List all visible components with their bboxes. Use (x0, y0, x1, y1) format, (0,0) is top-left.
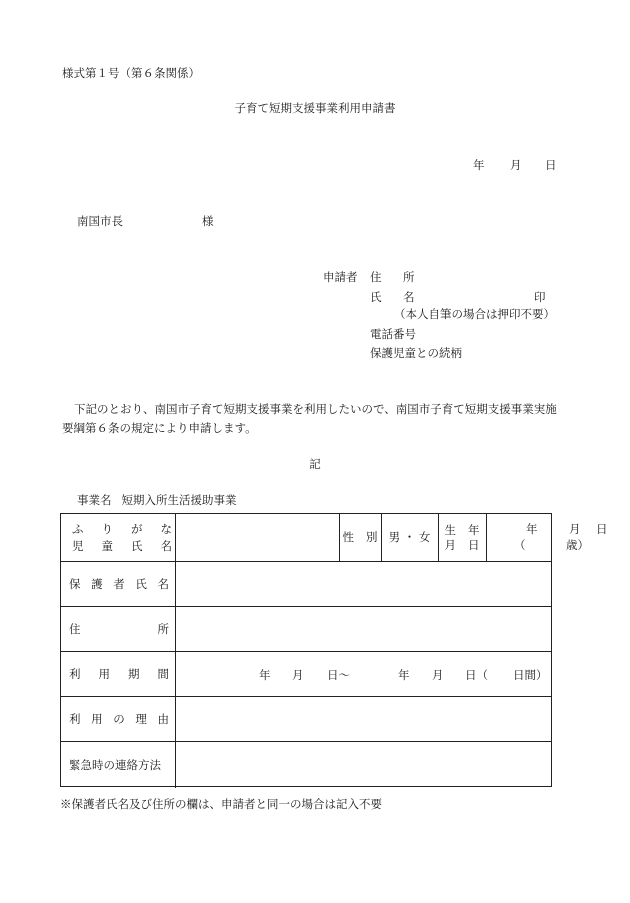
table-row-address (61, 606, 551, 651)
age-value: （ 歳） (514, 537, 589, 552)
birthdate-field[interactable] (486, 514, 608, 561)
guardian-name-label: 保 護 者 氏 名 (69, 576, 169, 591)
child-name-label (61, 514, 175, 561)
date-year: 年 (473, 158, 485, 172)
applicant-name-label-a: 氏 (370, 290, 382, 304)
table-row-reason (61, 696, 551, 741)
applicant-relation-label: 保護児童との続柄 (370, 346, 462, 360)
note-heading: 記 (309, 457, 321, 471)
gender-options[interactable]: 男 ・ 女 (388, 530, 431, 545)
period-field[interactable]: 年 月 日〜 年 月 日（ 日間） (259, 668, 548, 682)
table-row-guardian (61, 561, 551, 606)
child-name-field[interactable] (175, 514, 339, 561)
body-paragraph (62, 400, 574, 438)
document-title: 子育て短期支援事業利用申請書 (234, 101, 396, 115)
reason-label: 利 用 の 理 由 (69, 711, 169, 726)
applicant-name-label-b: 名 (403, 290, 415, 304)
gender-label: 性 別 (342, 530, 378, 545)
seal-note: （本人自筆の場合は押印不要） (394, 307, 555, 321)
birthdate-value: 年 月 日 (526, 521, 608, 536)
footer-note: ※保護者氏名及び住所の欄は、申請者と同一の場合は記入不要 (60, 797, 382, 811)
seal-mark: 印 (534, 290, 546, 304)
addressee-suffix: 様 (202, 214, 214, 228)
date-month: 月 (510, 158, 522, 172)
emergency-contact-field[interactable] (175, 742, 553, 788)
applicant-phone-label: 電話番号 (370, 327, 416, 341)
table-row-child (61, 514, 608, 561)
form-code: 様式第１号（第６条関係） (62, 66, 200, 80)
child-name-label-text: 児 童 氏 名 (72, 538, 172, 553)
table-row-emergency (61, 741, 551, 788)
addressee-name: 南国市長 (77, 214, 123, 228)
date-day: 日 (545, 158, 557, 172)
application-table (60, 513, 608, 787)
applicant-address-label-b: 所 (403, 270, 415, 284)
applicant-role: 申請者 (323, 270, 358, 284)
table-row-period (61, 651, 551, 696)
furigana-label: ふ り が な (72, 521, 172, 536)
project-value: 短期入所生活援助事業 (121, 493, 237, 507)
project-label: 事業名 (77, 493, 112, 507)
emergency-contact-label: 緊急時の連絡方法 (69, 757, 161, 772)
guardian-name-field[interactable] (175, 562, 553, 606)
address-field[interactable] (175, 607, 553, 651)
body-line-2: 要綱第６条の規定により申請します。 (62, 421, 257, 435)
body-line-1: 下記のとおり、南国市子育て短期支援事業を利用したいので、南国市子育て短期支援事業実施 (74, 402, 557, 416)
period-label: 利 用 期 間 (69, 666, 169, 681)
reason-field[interactable] (175, 697, 553, 741)
project-line (77, 493, 237, 508)
birthdate-label: 生 年 月 日 (444, 522, 480, 552)
applicant-address-label-a: 住 (370, 270, 382, 284)
address-label: 住 所 (69, 621, 169, 636)
